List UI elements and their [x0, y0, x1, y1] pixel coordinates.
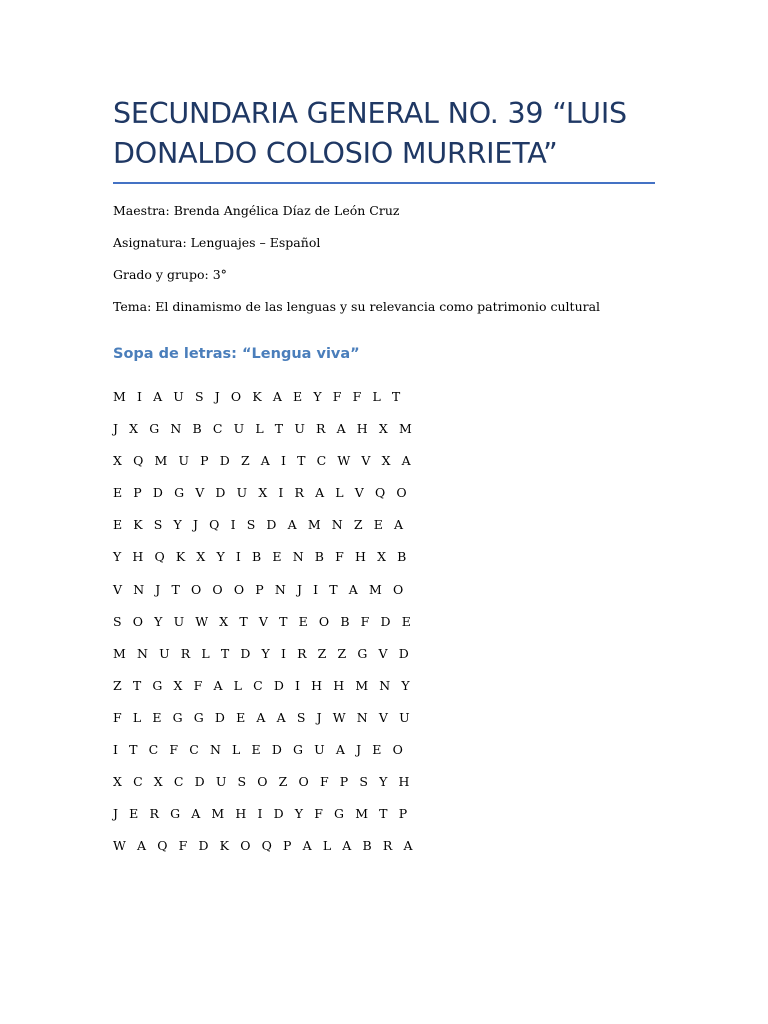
document-meta: [113, 202, 655, 330]
word-search-grid: [113, 388, 655, 869]
subject-line: Asignatura: Lenguajes – Español: [113, 235, 321, 250]
grid-row: Y H Q K X Y I B E N B F H X B: [113, 549, 410, 565]
grade-group-line: Grado y grupo: 3°: [113, 267, 227, 282]
grid-row: I T C F C N L E D G U A J E O: [113, 742, 407, 758]
grid-row: V N J T O O O P N J I T A M O: [113, 581, 407, 597]
title-underline: [113, 182, 655, 184]
grid-row: E K S Y J Q I S D A M N Z E A: [113, 517, 407, 533]
grid-row: S O Y U W X T V T E O B F D E: [113, 613, 415, 629]
grid-row: X Q M U P D Z A I T C W V X A: [113, 453, 415, 469]
document-title: SECUNDARIA GENERAL NO. 39 “LUIS DONALDO COLOSIO MURRIETA”: [113, 97, 627, 170]
grid-row: J X G N B C U L T U R A H X M: [113, 421, 416, 437]
teacher-line: Maestra: Brenda Angélica Díaz de León Cruz: [113, 203, 400, 218]
grid-row: Z T G X F A L C D I H H M N Y: [113, 677, 414, 693]
grid-row: F L E G G D E A A S J W N V U: [113, 709, 414, 725]
topic-line: Tema: El dinamismo de las lenguas y su relevancia como patrimonio cultural: [113, 299, 601, 314]
grid-row: M I A U S J O K A E Y F F L T: [113, 389, 404, 404]
grid-row: W A Q F D K O Q P A L A B R A: [113, 838, 417, 854]
grid-row: X C X C D U S O Z O F P S Y H: [113, 774, 414, 790]
grid-row: E P D G V D U X I R A L V Q O: [113, 485, 411, 501]
word-search-heading: Sopa de letras: “Lengua viva”: [113, 346, 360, 362]
grid-row: M N U R L T D Y I R Z Z G V D: [113, 645, 413, 661]
document-page: [113, 94, 655, 869]
grid-row: J E R G A M H I D Y F G M T P: [113, 806, 411, 822]
